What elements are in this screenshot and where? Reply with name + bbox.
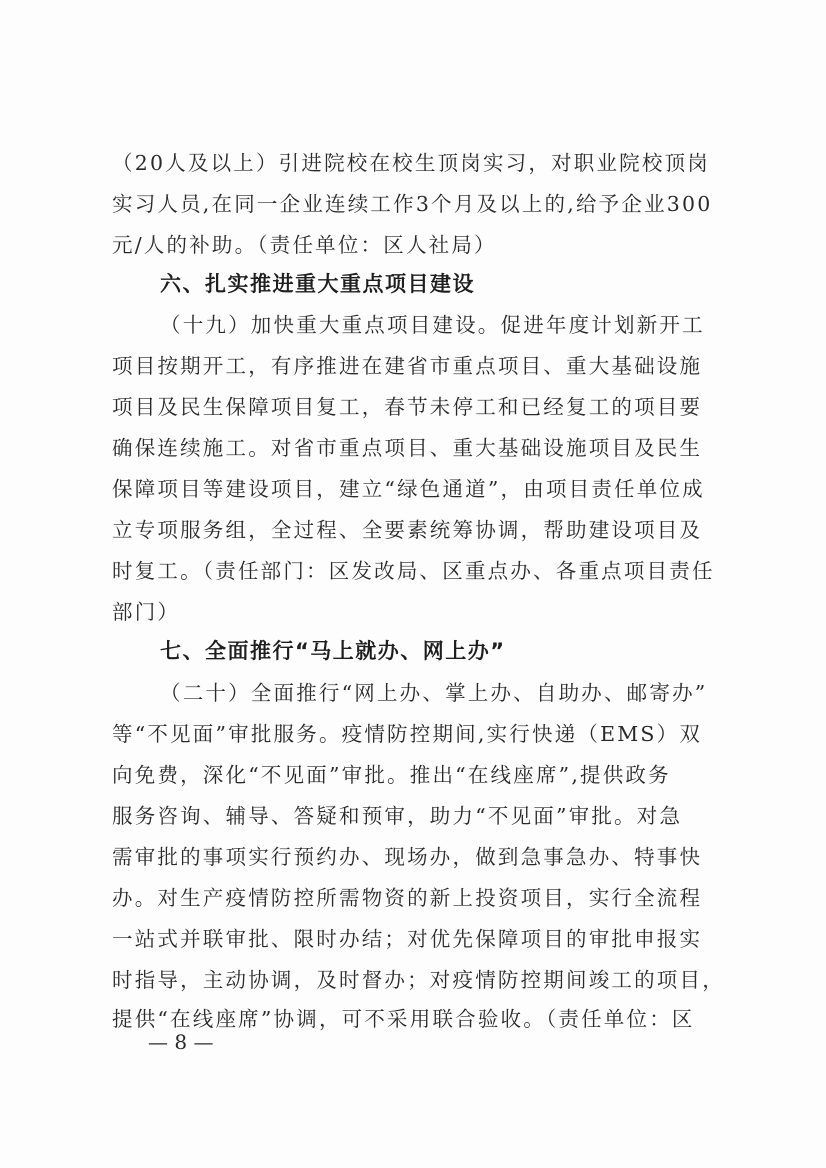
text-line: （20人及以上）引进院校在校生顶岗实习，对职业院校顶岗 <box>112 151 710 175</box>
page-number: — 8 — <box>148 1030 214 1054</box>
text-line: 办。对生产疫情防控所需物资的新上投资项目，实行全流程 <box>112 886 703 910</box>
text-line: 项目及民生保障项目复工，春节未停工和已经复工的项目要 <box>112 395 703 419</box>
text-line: 等“不见面”审批服务。疫情防控期间,实行快递（EMS）双 <box>112 722 703 746</box>
text-line: 服务咨询、辅导、答疑和预审，助力“不见面”审批。对急 <box>112 804 683 828</box>
text-line: 立专项服务组，全过程、全要素统筹协调，帮助建设项目及 <box>112 518 703 542</box>
text-line: 部门） <box>112 600 181 624</box>
section-heading-7: 七、全面推行“马上就办、网上办” <box>160 639 506 663</box>
text-line: 元/人的补助。（责任单位：区人社局） <box>112 233 497 257</box>
paragraph-20-first-line: （二十）全面推行“网上办、掌上办、自助办、邮寄办” <box>160 681 708 705</box>
text-line: 项目按期开工，有序推进在建省市重点项目、重大基础设施 <box>112 354 703 378</box>
text-line: 向免费，深化“不见面”审批。推出“在线座席”,提供政务 <box>112 763 671 787</box>
text-line: 提供“在线座席”协调，可不采用联合验收。（责任单位：区 <box>112 1007 695 1031</box>
text-line: 需审批的事项实行预约办、现场办，做到急事急办、特事快 <box>112 845 703 869</box>
text-line: 时指导，主动协调，及时督办；对疫情防控期间竣工的项目， <box>112 968 725 992</box>
paragraph-19-first-line: （十九）加快重大重点项目建设。促进年度计划新开工 <box>160 313 705 337</box>
text-line: 实习人员,在同一企业连续工作3个月及以上的,给予企业300 <box>112 192 713 216</box>
section-heading-6: 六、扎实推进重大重点项目建设 <box>160 272 475 296</box>
text-line: 确保连续施工。对省市重点项目、重大基础设施项目及民生 <box>112 436 703 460</box>
text-line: 时复工。（责任部门：区发改局、区重点办、各重点项目责任 <box>112 559 715 583</box>
text-line: 一站式并联审批、限时办结；对优先保障项目的审批申报实 <box>112 927 703 951</box>
text-line: 保障项目等建设项目，建立“绿色通道”，由项目责任单位成 <box>112 477 705 501</box>
